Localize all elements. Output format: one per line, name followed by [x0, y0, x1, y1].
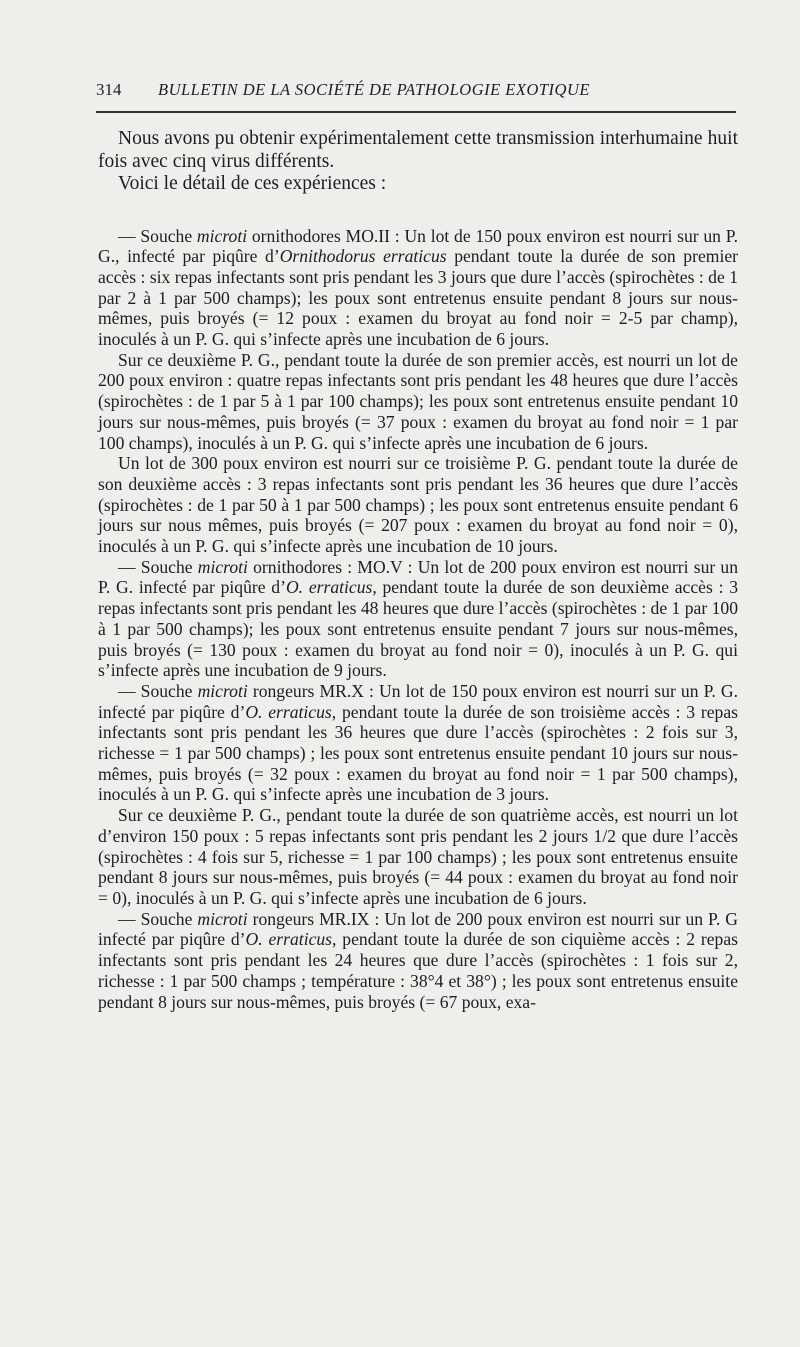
- running-title: BULLETIN DE LA SOCIÉTÉ DE PATHOLOGIE EXOTIQUE: [158, 80, 590, 99]
- paragraph: — Souche microti rongeurs MR.X : Un lot de 150 poux environ est nourri sur un P. G. infecté par piqûre d’O. erraticus, pendant toute la durée de son troisième accès : 3 repas infectants sont pris pendant les 36 heures que dure l’accès (spirochètes : 2 fois sur 3, richesse = 1 par 500 champs) ; les poux sont entretenus ensuite pendant 10 jours sur nous-mêmes, puis broyés (= 32 poux : examen du broyat au fond noir = 1 par 500 champs), inoculés à un P. G. qui s’infecte après une incubation de 3 jours.: [98, 680, 739, 805]
- header-rule: [96, 111, 736, 113]
- paragraph: Sur ce deuxième P. G., pendant toute la durée de son premier accès, est nourri un lot de 200 poux environ : quatre repas infectants sont pris pendant les 48 heures que dure l’accès (spirochètes : de 1 par 5 à 1 par 100 champs); les poux sont entretenus ensuite pendant 10 jours sur nous-mêmes, puis broyés (= 37 poux : examen du broyat au fond noir = 1 par 100 champs), inoculés à un P. G. qui s’infecte après une incubation de 6 jours.: [98, 349, 738, 453]
- intro-paragraph: Nous avons pu obtenir expérimentalement cette transmission interhumaine huit fois avec cinq virus différents.: [98, 128, 738, 172]
- page-number: 314: [96, 80, 122, 99]
- body-text: [98, 128, 738, 1012]
- page-header: [96, 80, 738, 106]
- intro-paragraph: Voici le détail de ces expériences :: [118, 173, 387, 194]
- paragraph: — Souche microti ornithodores MO.II : Un lot de 150 poux environ est nourri sur un P. G., infecté par piqûre d’Ornithodorus erraticus pendant toute la durée de son premier accès : six repas infectants sont pris pendant les 3 jours que dure l’accès (spirochètes : de 1 par 2 à 1 par 500 champs); les poux sont entretenus ensuite pendant 8 jours sur nous-mêmes, puis broyés (= 12 poux : examen du broyat au fond noir = 2-5 par champ), inoculés à un P. G. qui s’infecte après une incubation de 6 jours.: [98, 225, 738, 350]
- paragraph: Sur ce deuxième P. G., pendant toute la durée de son quatrième accès, est nourri un lot d’environ 150 poux : 5 repas infectants sont pris pendant les 2 jours 1/2 que dure l’accès (spirochètes : 4 fois sur 5, richesse = 1 par 100 champs) ; les poux sont entretenus ensuite pendant 8 jours sur nous-mêmes, puis broyés (= 44 poux : examen du broyat au fond noir = 0), inoculés à un P. G. qui s’infecte après une incubation de 6 jours.: [98, 805, 738, 908]
- paragraph: — Souche microti rongeurs MR.IX : Un lot de 200 poux environ est nourri sur un P. G infecté par piqûre d’O. erraticus, pendant toute la durée de son ciquième accès : 2 repas infectants sont pris pendant les 24 heures que dure l’accès (spirochètes : 1 fois sur 2, richesse : 1 par 500 champs ; température : 38°4 et 38°) ; les poux sont entretenus ensuite pendant 8 jours sur nous-mêmes, puis broyés (= 67 poux, exa-: [98, 908, 739, 1012]
- intro: [98, 128, 738, 196]
- paragraph: — Souche microti ornithodores : MO.V : Un lot de 200 poux environ est nourri sur un P. G. infecté par piqûre d’O. erraticus, pendant toute la durée de son deuxième accès : 3 repas infectants sont pris pendant les 48 heures que dure l’accès (spirochètes : de 1 par 100 à 1 par 500 champs); les poux sont entretenus ensuite pendant 7 jours sur nous-mêmes, puis broyés (= 130 poux : examen du broyat au fond noir = 0), inoculés à un P. G. qui s’infecte après une incubation de 9 jours.: [98, 556, 739, 681]
- paragraph: Un lot de 300 poux environ est nourri sur ce troisième P. G. pendant toute la durée de son deuxième accès : 3 repas infectants sont pris pendant les 36 heures que dure l’accès (spirochètes : de 1 par 50 à 1 par 500 champs) ; les poux sont entretenus ensuite pendant 6 jours sur nous mêmes, puis broyés (= 207 poux : examen du broyat au fond noir = 0), inoculés à un P. G. qui s’infecte après une incubation de 10 jours.: [98, 453, 738, 557]
